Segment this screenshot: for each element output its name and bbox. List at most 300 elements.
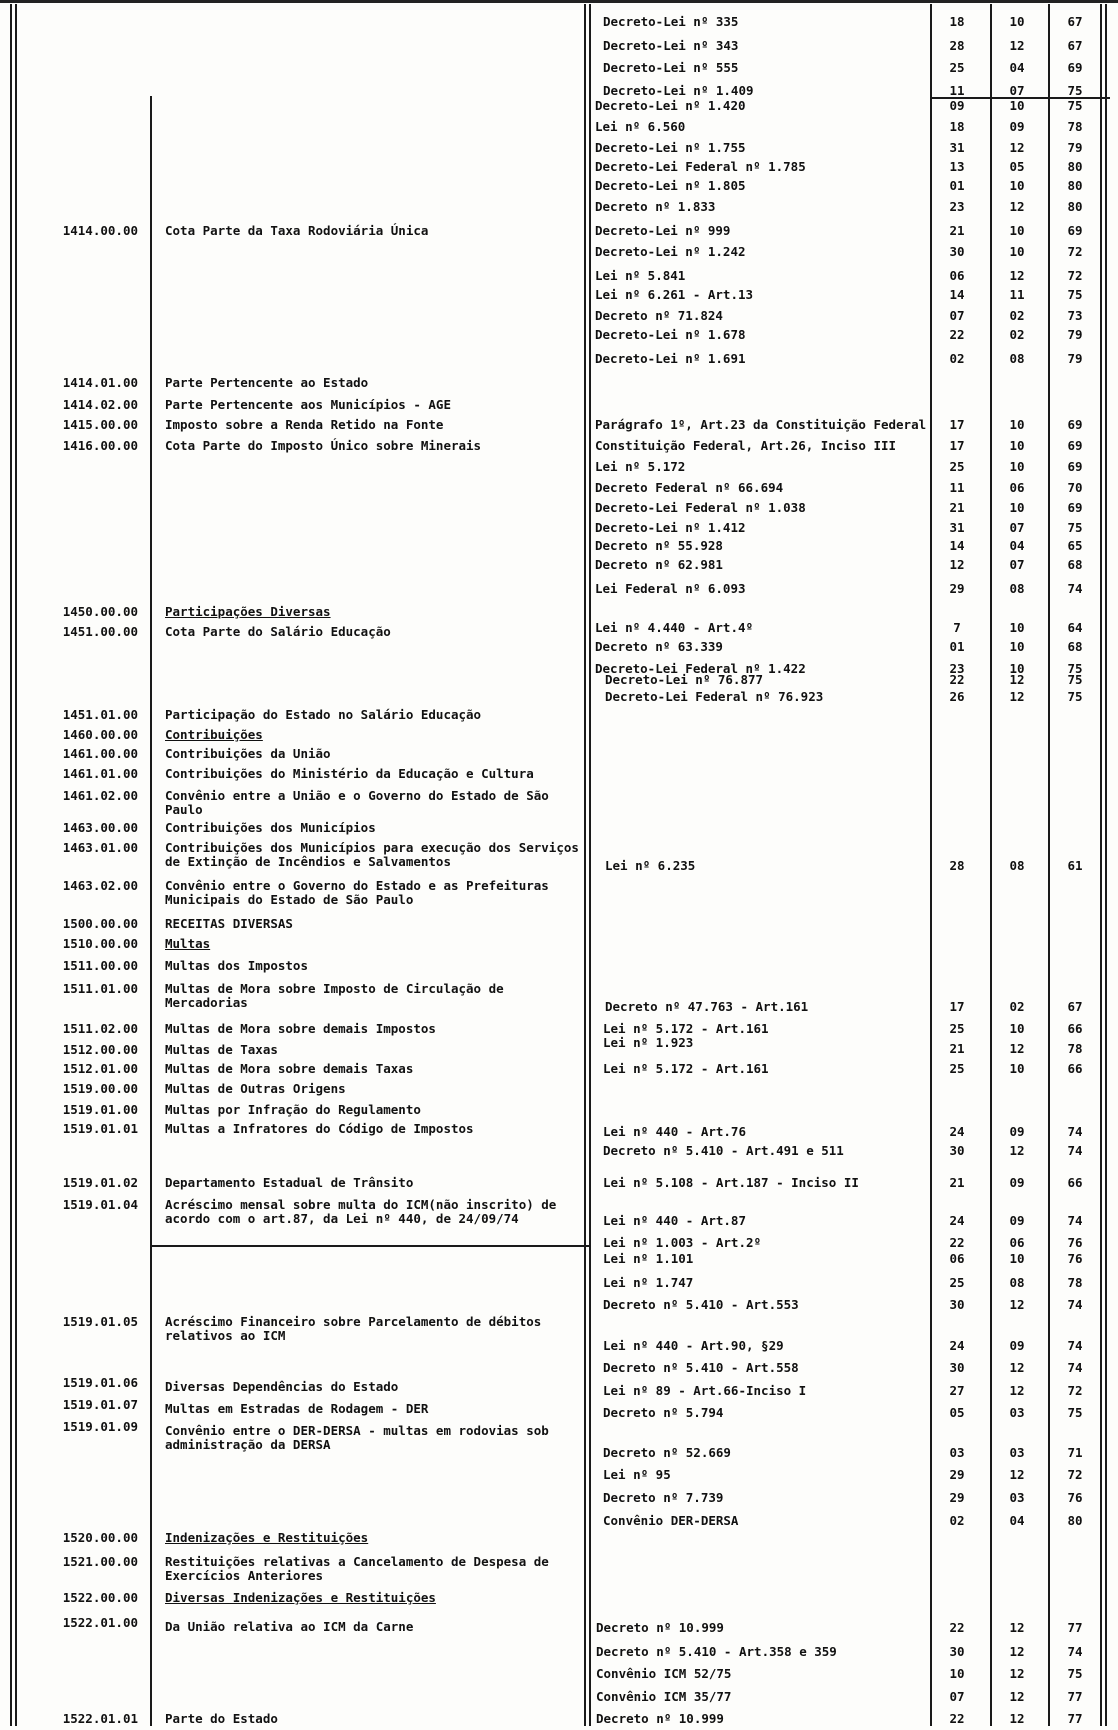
month-column-rule	[990, 4, 992, 1726]
day: 22	[949, 1711, 965, 1726]
day: 30	[949, 1143, 965, 1158]
month: 09	[1009, 119, 1025, 134]
year: 67	[1067, 38, 1083, 53]
legislation: Lei nº 6.235	[605, 858, 696, 873]
year: 75	[1067, 287, 1083, 302]
account-description: Parte Pertencente ao Estado	[165, 375, 369, 390]
month: 03	[1009, 1490, 1025, 1505]
legislation: Decreto-Lei nº 1.691	[595, 351, 746, 366]
account-code: 1512.00.00	[62, 1042, 138, 1057]
year: 66	[1067, 1021, 1083, 1036]
account-code: 1520.00.00	[62, 1530, 138, 1545]
month: 12	[1009, 140, 1025, 155]
year: 70	[1067, 480, 1083, 495]
year: 74	[1067, 1644, 1083, 1659]
legislation-column-rule	[589, 4, 591, 1726]
day: 07	[949, 1689, 965, 1704]
year: 80	[1067, 1513, 1083, 1528]
left-border-double	[10, 4, 12, 1726]
legislation: Decreto-Lei nº 1.420	[595, 98, 746, 113]
month: 06	[1009, 480, 1025, 495]
day: 27	[949, 1383, 965, 1398]
year-column-rule	[1048, 4, 1050, 1726]
day: 26	[949, 689, 965, 704]
month: 11	[1009, 287, 1025, 302]
account-description: Diversas Dependências do Estado	[165, 1379, 399, 1394]
year: 80	[1067, 199, 1083, 214]
account-description: Da União relativa ao ICM da Carne	[165, 1619, 414, 1634]
legislation: Convênio ICM 35/77	[596, 1689, 732, 1704]
month: 12	[1009, 1297, 1025, 1312]
day: 29	[949, 1490, 965, 1505]
account-description-heading: Participações Diversas	[165, 604, 331, 619]
account-description: Contribuições dos Municípios	[165, 820, 376, 835]
year: 69	[1067, 417, 1083, 432]
account-description: RECEITAS DIVERSAS	[165, 916, 293, 931]
account-description: Contribuições dos Municípios para execução dos Serviços de Extinção de Incêndios e Salvamentos	[165, 840, 579, 869]
year: 66	[1067, 1175, 1083, 1190]
day: 30	[949, 1297, 965, 1312]
account-code: 1510.00.00	[62, 936, 138, 951]
day: 7	[953, 620, 961, 635]
month: 12	[1009, 1666, 1025, 1681]
legislation: Lei nº 1.923	[603, 1035, 694, 1050]
month: 12	[1009, 1620, 1025, 1635]
legislation: Decreto-Lei Federal nº 1.038	[595, 500, 806, 515]
legislation: Decreto nº 47.763 - Art.161	[605, 999, 809, 1014]
day: 24	[949, 1338, 965, 1353]
account-description: Multas por Infração do Regulamento	[165, 1102, 421, 1117]
day: 25	[949, 1275, 965, 1290]
month: 12	[1009, 1689, 1025, 1704]
legislation: Lei nº 440 - Art.90, §29	[603, 1338, 784, 1353]
account-description: Imposto sobre a Renda Retido na Fonte	[165, 417, 444, 432]
day: 18	[949, 119, 965, 134]
legislation: Decreto-Lei nº 1.412	[595, 520, 746, 535]
year: 74	[1067, 1360, 1083, 1375]
account-code: 1522.01.01	[62, 1711, 138, 1726]
account-code: 1519.01.01	[62, 1121, 138, 1136]
day: 14	[949, 538, 965, 553]
account-code: 1461.00.00	[62, 746, 138, 761]
month: 07	[1009, 520, 1025, 535]
account-code: 1414.00.00	[62, 223, 138, 238]
legislation: Decreto-Lei nº 76.877	[605, 672, 764, 687]
account-description-heading: Diversas Indenizações e Restituições	[165, 1590, 436, 1605]
month: 02	[1009, 999, 1025, 1014]
account-code: 1521.00.00	[62, 1554, 138, 1569]
account-code: 1451.00.00	[62, 624, 138, 639]
day: 28	[949, 858, 965, 873]
account-code: 1512.01.00	[62, 1061, 138, 1076]
month: 12	[1009, 1467, 1025, 1482]
month: 10	[1009, 500, 1025, 515]
legislation: Lei nº 89 - Art.66-Inciso I	[603, 1383, 807, 1398]
year: 78	[1067, 1041, 1083, 1056]
day: 30	[949, 1644, 965, 1659]
year: 74	[1067, 1124, 1083, 1139]
month: 12	[1009, 1383, 1025, 1398]
account-code: 1463.01.00	[62, 840, 138, 855]
year: 74	[1067, 1143, 1083, 1158]
legislation: Lei nº 5.172 - Art.161	[603, 1061, 769, 1076]
month: 02	[1009, 308, 1025, 323]
left-border-double	[15, 4, 17, 1726]
day: 29	[949, 1467, 965, 1482]
year: 80	[1067, 178, 1083, 193]
day: 07	[949, 308, 965, 323]
year: 74	[1067, 1297, 1083, 1312]
year: 69	[1067, 438, 1083, 453]
month: 04	[1009, 1513, 1025, 1528]
year: 67	[1067, 14, 1083, 29]
legislation: Lei nº 1.003 - Art.2º	[603, 1235, 762, 1250]
legislation: Decreto-Lei Federal nº 76.923	[605, 689, 824, 704]
year: 73	[1067, 308, 1083, 323]
month: 10	[1009, 1251, 1025, 1266]
year: 76	[1067, 1490, 1083, 1505]
legislation: Lei nº 440 - Art.76	[603, 1124, 746, 1139]
legislation: Decreto-Lei nº 1.755	[595, 140, 746, 155]
year: 72	[1067, 268, 1083, 283]
account-description-heading: Multas	[165, 936, 211, 951]
day: 21	[949, 1175, 965, 1190]
month: 12	[1009, 268, 1025, 283]
account-code: 1519.01.04	[62, 1197, 138, 1212]
account-description: Restituições relativas a Cancelamento de Despesa de Exercícios Anteriores	[165, 1554, 549, 1583]
month: 10	[1009, 244, 1025, 259]
day: 22	[949, 1620, 965, 1635]
year: 69	[1067, 500, 1083, 515]
legislation: Decreto nº 5.410 - Art.491 e 511	[603, 1143, 844, 1158]
legislation: Lei nº 1.101	[603, 1251, 694, 1266]
month: 09	[1009, 1175, 1025, 1190]
year: 72	[1067, 1383, 1083, 1398]
account-description: Acréscimo Financeiro sobre Parcelamento de débitos relativos ao ICM	[165, 1314, 542, 1343]
month: 10	[1009, 639, 1025, 654]
legislation: Decreto-Lei Federal nº 1.422	[595, 661, 806, 676]
month: 09	[1009, 1338, 1025, 1353]
account-description: Participação do Estado no Salário Educação	[165, 707, 482, 722]
legislation: Decreto-Lei nº 999	[595, 223, 731, 238]
year: 66	[1067, 1061, 1083, 1076]
month: 10	[1009, 1021, 1025, 1036]
month: 10	[1009, 14, 1025, 29]
day: 25	[949, 459, 965, 474]
year: 75	[1067, 83, 1083, 98]
month: 04	[1009, 538, 1025, 553]
day: 06	[949, 1251, 965, 1266]
account-code: 1461.01.00	[62, 766, 138, 781]
legislation: Decreto nº 7.739	[603, 1490, 724, 1505]
day: 05	[949, 1405, 965, 1420]
legislation: Decreto nº 63.339	[595, 639, 723, 654]
legislation: Convênio ICM 52/75	[596, 1666, 732, 1681]
legislation: Decreto-Lei nº 1.409	[603, 83, 754, 98]
month: 12	[1009, 689, 1025, 704]
year: 77	[1067, 1711, 1083, 1726]
account-code: 1461.02.00	[62, 788, 138, 803]
legislation: Decreto-Lei nº 1.242	[595, 244, 746, 259]
day: 13	[949, 159, 965, 174]
account-description: Parte Pertencente aos Municípios - AGE	[165, 397, 451, 412]
year: 77	[1067, 1620, 1083, 1635]
account-description: Cota Parte do Imposto Único sobre Minerais	[165, 438, 482, 453]
legislation: Decreto-Lei nº 343	[603, 38, 739, 53]
legislation: Decreto nº 5.410 - Art.558	[603, 1360, 799, 1375]
year: 69	[1067, 223, 1083, 238]
legislation: Decreto nº 52.669	[603, 1445, 731, 1460]
account-code: 1519.01.02	[62, 1175, 138, 1190]
month: 12	[1009, 1143, 1025, 1158]
account-description: Cota Parte do Salário Educação	[165, 624, 391, 639]
account-description: Contribuições da União	[165, 746, 331, 761]
account-description: Multas dos Impostos	[165, 958, 308, 973]
legislation: Decreto nº 62.981	[595, 557, 723, 572]
day: 18	[949, 14, 965, 29]
month: 06	[1009, 1235, 1025, 1250]
legislation: Lei nº 5.172 - Art.161	[603, 1021, 769, 1036]
month: 12	[1009, 1711, 1025, 1726]
day: 24	[949, 1124, 965, 1139]
day: 01	[949, 639, 965, 654]
year: 72	[1067, 244, 1083, 259]
account-description: Convênio entre o Governo do Estado e as Prefeituras Municipais do Estado de São Paulo	[165, 878, 549, 907]
year: 75	[1067, 98, 1083, 113]
year: 79	[1067, 327, 1083, 342]
legislation: Decreto-Lei nº 1.805	[595, 178, 746, 193]
account-description: Multas de Outras Origens	[165, 1081, 346, 1096]
day: 17	[949, 999, 965, 1014]
day: 30	[949, 244, 965, 259]
legislation: Decreto nº 71.824	[595, 308, 723, 323]
day: 21	[949, 500, 965, 515]
year: 78	[1067, 119, 1083, 134]
page-join-mark	[150, 1245, 590, 1247]
day: 17	[949, 417, 965, 432]
day: 22	[949, 1235, 965, 1250]
account-code: 1519.01.00	[62, 1102, 138, 1117]
year: 75	[1067, 1405, 1083, 1420]
year: 69	[1067, 60, 1083, 75]
day: 25	[949, 1061, 965, 1076]
legislation: Decreto nº 5.410 - Art.553	[603, 1297, 799, 1312]
month: 12	[1009, 199, 1025, 214]
legislation: Convênio DER-DERSA	[603, 1513, 739, 1528]
month: 10	[1009, 1061, 1025, 1076]
month: 02	[1009, 327, 1025, 342]
account-description: Convênio entre a União e o Governo do Estado de São Paulo	[165, 788, 549, 817]
account-code: 1522.01.00	[62, 1615, 138, 1630]
account-code: 1511.02.00	[62, 1021, 138, 1036]
legislation: Decreto nº 10.999	[596, 1711, 724, 1726]
account-code: 1519.01.09	[62, 1419, 138, 1434]
year: 75	[1067, 689, 1083, 704]
year: 71	[1067, 1445, 1083, 1460]
day: 09	[949, 98, 965, 113]
account-code: 1463.02.00	[62, 878, 138, 893]
legislation: Lei Federal nº 6.093	[595, 581, 746, 596]
year: 76	[1067, 1251, 1083, 1266]
account-description: Contribuições do Ministério da Educação e Cultura	[165, 766, 534, 781]
account-code: 1519.01.07	[62, 1397, 138, 1412]
month: 10	[1009, 620, 1025, 635]
right-border-double	[1105, 4, 1107, 1726]
account-code: 1500.00.00	[62, 916, 138, 931]
day: 31	[949, 140, 965, 155]
legislation: Lei nº 1.747	[603, 1275, 694, 1290]
day: 28	[949, 38, 965, 53]
month: 12	[1009, 1041, 1025, 1056]
year: 74	[1067, 581, 1083, 596]
account-description: Multas em Estradas de Rodagem - DER	[165, 1401, 429, 1416]
legislation: Constituição Federal, Art.26, Inciso III	[595, 438, 897, 453]
year: 69	[1067, 459, 1083, 474]
month: 03	[1009, 1445, 1025, 1460]
account-description-heading: Indenizações e Restituições	[165, 1530, 369, 1545]
month: 07	[1009, 557, 1025, 572]
month: 09	[1009, 1124, 1025, 1139]
account-code: 1415.00.00	[62, 417, 138, 432]
account-description-heading: Contribuições	[165, 727, 263, 742]
account-description: Departamento Estadual de Trânsito	[165, 1175, 414, 1190]
month: 08	[1009, 581, 1025, 596]
day: 30	[949, 1360, 965, 1375]
month: 08	[1009, 351, 1025, 366]
day: 21	[949, 1041, 965, 1056]
day: 22	[949, 327, 965, 342]
day: 22	[949, 672, 965, 687]
year: 77	[1067, 1689, 1083, 1704]
month: 12	[1009, 1644, 1025, 1659]
month: 12	[1009, 38, 1025, 53]
month: 08	[1009, 858, 1025, 873]
year: 76	[1067, 1235, 1083, 1250]
day: 10	[949, 1666, 965, 1681]
day: 01	[949, 178, 965, 193]
day: 25	[949, 1021, 965, 1036]
year: 67	[1067, 999, 1083, 1014]
legislation: Lei nº 95	[603, 1467, 671, 1482]
account-description: Multas a Infratores do Código de Impostos	[165, 1121, 474, 1136]
day: 31	[949, 520, 965, 535]
account-code: 1511.00.00	[62, 958, 138, 973]
legislation: Lei nº 6.560	[595, 119, 686, 134]
legislation: Decreto nº 5.794	[603, 1405, 724, 1420]
day: 17	[949, 438, 965, 453]
day: 06	[949, 268, 965, 283]
year: 74	[1067, 1338, 1083, 1353]
legislation: Decreto nº 5.410 - Art.358 e 359	[596, 1644, 837, 1659]
legislation: Lei nº 5.841	[595, 268, 686, 283]
account-description: Acréscimo mensal sobre multa do ICM(não inscrito) de acordo com o art.87, da Lei nº 440, de 24/09/74	[165, 1197, 557, 1226]
legislation: Lei nº 5.108 - Art.187 - Inciso II	[603, 1175, 859, 1190]
account-code: 1460.00.00	[62, 727, 138, 742]
year: 75	[1067, 672, 1083, 687]
day: 21	[949, 223, 965, 238]
account-description: Convênio entre o DER-DERSA - multas em rodovias sob administração da DERSA	[165, 1423, 549, 1452]
day: 25	[949, 60, 965, 75]
account-code: 1416.00.00	[62, 438, 138, 453]
month: 10	[1009, 178, 1025, 193]
legislation: Decreto nº 55.928	[595, 538, 723, 553]
year: 75	[1067, 661, 1083, 676]
day: 14	[949, 287, 965, 302]
account-code: 1519.01.06	[62, 1375, 138, 1390]
account-code: 1414.02.00	[62, 397, 138, 412]
account-code: 1463.00.00	[62, 820, 138, 835]
year: 75	[1067, 520, 1083, 535]
month: 12	[1009, 672, 1025, 687]
code-column-rule	[150, 96, 152, 1726]
year: 79	[1067, 140, 1083, 155]
year: 79	[1067, 351, 1083, 366]
legislation: Decreto-Lei nº 335	[603, 14, 739, 29]
account-description: Multas de Mora sobre demais Impostos	[165, 1021, 436, 1036]
legislation-column-rule	[584, 4, 586, 1726]
month: 07	[1009, 83, 1025, 98]
legislation: Decreto nº 10.999	[596, 1620, 724, 1635]
day: 02	[949, 1513, 965, 1528]
legislation: Lei nº 4.440 - Art.4º	[595, 620, 754, 635]
day: 11	[949, 83, 965, 98]
account-description: Multas de Mora sobre demais Taxas	[165, 1061, 414, 1076]
year: 68	[1067, 639, 1083, 654]
account-code: 1450.00.00	[62, 604, 138, 619]
month: 10	[1009, 459, 1025, 474]
month: 10	[1009, 661, 1025, 676]
year: 75	[1067, 1666, 1083, 1681]
day: 29	[949, 581, 965, 596]
account-code: 1511.01.00	[62, 981, 138, 996]
year: 72	[1067, 1467, 1083, 1482]
legislation: Parágrafo 1º, Art.23 da Constituição Federal	[595, 417, 927, 432]
day: 23	[949, 661, 965, 676]
month: 04	[1009, 60, 1025, 75]
month: 10	[1009, 98, 1025, 113]
day: 02	[949, 351, 965, 366]
account-code: 1519.00.00	[62, 1081, 138, 1096]
day: 23	[949, 199, 965, 214]
legislation: Lei nº 5.172	[595, 459, 686, 474]
month: 10	[1009, 417, 1025, 432]
month: 12	[1009, 1360, 1025, 1375]
account-code: 1522.00.00	[62, 1590, 138, 1605]
day: 12	[949, 557, 965, 572]
legislation: Decreto-Lei nº 1.678	[595, 327, 746, 342]
month: 08	[1009, 1275, 1025, 1290]
year: 68	[1067, 557, 1083, 572]
day: 03	[949, 1445, 965, 1460]
account-description: Cota Parte da Taxa Rodoviária Única	[165, 223, 429, 238]
account-code: 1451.01.00	[62, 707, 138, 722]
top-border	[0, 0, 1118, 3]
legislation: Lei nº 6.261 - Art.13	[595, 287, 754, 302]
year: 61	[1067, 858, 1083, 873]
legislation: Decreto-Lei nº 555	[603, 60, 739, 75]
account-description: Parte do Estado	[165, 1711, 278, 1726]
month: 10	[1009, 438, 1025, 453]
account-code: 1414.01.00	[62, 375, 138, 390]
year: 80	[1067, 159, 1083, 174]
right-border-double	[1100, 4, 1102, 1726]
year: 65	[1067, 538, 1083, 553]
month: 03	[1009, 1405, 1025, 1420]
legislation: Decreto nº 1.833	[595, 199, 716, 214]
day: 11	[949, 480, 965, 495]
year: 78	[1067, 1275, 1083, 1290]
account-code: 1519.01.05	[62, 1314, 138, 1329]
